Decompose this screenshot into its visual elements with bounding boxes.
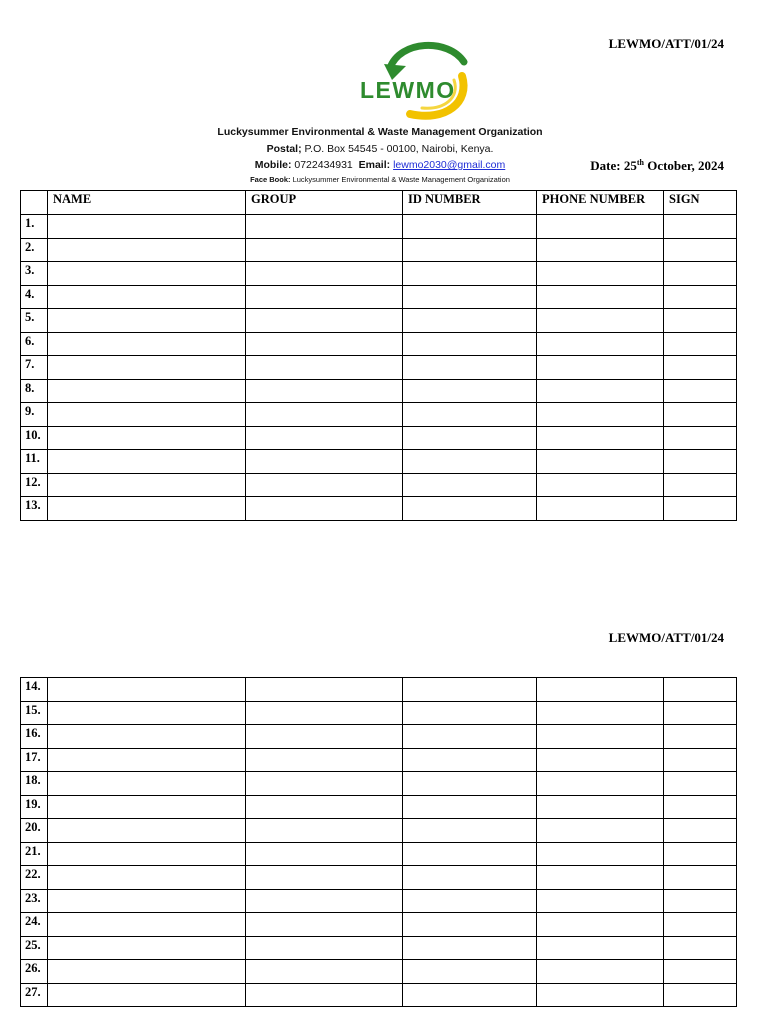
phone-number-cell[interactable] [537, 285, 664, 309]
table-row [21, 497, 737, 521]
sign-cell[interactable] [664, 983, 737, 1007]
name-cell[interactable] [48, 309, 246, 333]
phone-number-cell[interactable] [537, 983, 664, 1007]
table-row [21, 960, 737, 984]
date-day: Date: 25 [590, 158, 637, 173]
table-row [21, 309, 737, 333]
group-cell[interactable] [246, 772, 403, 796]
sign-cell[interactable] [664, 819, 737, 843]
row-number: 3. [21, 262, 48, 286]
phone-number-cell[interactable] [537, 332, 664, 356]
name-cell[interactable] [48, 866, 246, 890]
table-row [21, 842, 737, 866]
col-header-id-number: ID NUMBER [403, 191, 537, 215]
id-number-cell[interactable] [403, 262, 537, 286]
name-cell[interactable] [48, 497, 246, 521]
sign-cell[interactable] [664, 473, 737, 497]
group-cell[interactable] [246, 497, 403, 521]
phone-number-cell[interactable] [537, 772, 664, 796]
table-row [21, 725, 737, 749]
phone-number-cell[interactable] [537, 913, 664, 937]
phone-number-cell[interactable] [537, 426, 664, 450]
id-number-cell[interactable] [403, 960, 537, 984]
id-number-cell[interactable] [403, 497, 537, 521]
name-cell[interactable] [48, 678, 246, 702]
row-number: 13. [21, 497, 48, 521]
table-row [21, 473, 737, 497]
row-number: 27. [21, 983, 48, 1007]
table-row [21, 772, 737, 796]
row-number: 4. [21, 285, 48, 309]
attendance-table-page-2 [20, 677, 737, 1007]
sign-cell[interactable] [664, 426, 737, 450]
group-cell[interactable] [246, 819, 403, 843]
reference-code: LEWMO/ATT/01/24 [608, 36, 724, 51]
row-number: 5. [21, 309, 48, 333]
row-number: 6. [21, 332, 48, 356]
sign-cell[interactable] [664, 356, 737, 380]
row-number: 2. [21, 238, 48, 262]
facebook-label: Face Book: [250, 175, 291, 184]
id-number-cell[interactable] [403, 356, 537, 380]
name-cell[interactable] [48, 842, 246, 866]
org-name: Luckysummer Environmental & Waste Management Organization [217, 126, 543, 138]
phone-number-cell[interactable] [537, 795, 664, 819]
name-cell[interactable] [48, 795, 246, 819]
org-facebook [180, 175, 580, 184]
id-number-cell[interactable] [403, 936, 537, 960]
table-row [21, 795, 737, 819]
mobile-value: 0722434931 [294, 159, 353, 171]
table-row [21, 215, 737, 239]
attendance-table-page-1 [20, 190, 737, 521]
id-number-cell[interactable] [403, 215, 537, 239]
group-cell[interactable] [246, 725, 403, 749]
phone-number-cell[interactable] [537, 842, 664, 866]
sign-cell[interactable] [664, 497, 737, 521]
group-cell[interactable] [246, 403, 403, 427]
table-row [21, 748, 737, 772]
phone-number-cell[interactable] [537, 309, 664, 333]
email-label: Email: [358, 159, 391, 171]
id-number-cell[interactable] [403, 866, 537, 890]
id-number-cell[interactable] [403, 473, 537, 497]
phone-number-cell[interactable] [537, 497, 664, 521]
row-number: 11. [21, 450, 48, 474]
group-cell[interactable] [246, 426, 403, 450]
sign-cell[interactable] [664, 332, 737, 356]
id-number-cell[interactable] [403, 819, 537, 843]
row-number: 23. [21, 889, 48, 913]
group-cell[interactable] [246, 889, 403, 913]
id-number-cell[interactable] [403, 725, 537, 749]
postal-value: P.O. Box 54545 - 00100, Nairobi, Kenya. [304, 143, 494, 155]
sign-cell[interactable] [664, 403, 737, 427]
sign-cell[interactable] [664, 889, 737, 913]
name-cell[interactable] [48, 426, 246, 450]
sign-cell[interactable] [664, 913, 737, 937]
table-row [21, 426, 737, 450]
table-row [21, 238, 737, 262]
table-row [21, 983, 737, 1007]
table-row [21, 262, 737, 286]
id-number-cell[interactable] [403, 450, 537, 474]
phone-number-cell[interactable] [537, 473, 664, 497]
row-number: 17. [21, 748, 48, 772]
phone-number-cell[interactable] [537, 960, 664, 984]
group-cell[interactable] [246, 983, 403, 1007]
group-cell[interactable] [246, 238, 403, 262]
row-number: 14. [21, 678, 48, 702]
sign-cell[interactable] [664, 866, 737, 890]
group-cell[interactable] [246, 936, 403, 960]
name-cell[interactable] [48, 332, 246, 356]
id-number-cell[interactable] [403, 403, 537, 427]
table-row [21, 701, 737, 725]
row-number: 16. [21, 725, 48, 749]
id-number-cell[interactable] [403, 795, 537, 819]
sign-cell[interactable] [664, 379, 737, 403]
lewmo-logo [350, 36, 480, 122]
name-cell[interactable] [48, 725, 246, 749]
row-number: 8. [21, 379, 48, 403]
phone-number-cell[interactable] [537, 356, 664, 380]
phone-number-cell[interactable] [537, 215, 664, 239]
name-cell[interactable] [48, 983, 246, 1007]
sign-cell[interactable] [664, 215, 737, 239]
date-month-year: October, 2024 [643, 158, 724, 173]
row-number: 12. [21, 473, 48, 497]
group-cell[interactable] [246, 473, 403, 497]
group-cell[interactable] [246, 701, 403, 725]
group-cell[interactable] [246, 960, 403, 984]
sign-cell[interactable] [664, 795, 737, 819]
row-number: 7. [21, 356, 48, 380]
id-number-cell[interactable] [403, 678, 537, 702]
group-cell[interactable] [246, 748, 403, 772]
row-number: 1. [21, 215, 48, 239]
sign-cell[interactable] [664, 262, 737, 286]
name-cell[interactable] [48, 772, 246, 796]
table-row [21, 866, 737, 890]
col-header-phone-number: PHONE NUMBER [537, 191, 664, 215]
group-cell[interactable] [246, 309, 403, 333]
phone-number-cell[interactable] [537, 701, 664, 725]
facebook-value: Luckysummer Environmental & Waste Management Organization [292, 175, 510, 184]
sign-cell[interactable] [664, 772, 737, 796]
row-number: 21. [21, 842, 48, 866]
phone-number-cell[interactable] [537, 238, 664, 262]
table-header-row [21, 191, 737, 215]
id-number-cell[interactable] [403, 701, 537, 725]
sign-cell[interactable] [664, 285, 737, 309]
table-row [21, 403, 737, 427]
table-row [21, 285, 737, 309]
postal-label: Postal; [266, 143, 302, 155]
col-header-sign: SIGN [664, 191, 737, 215]
id-number-cell[interactable] [403, 772, 537, 796]
name-cell[interactable] [48, 701, 246, 725]
row-number: 15. [21, 701, 48, 725]
name-cell[interactable] [48, 356, 246, 380]
name-cell[interactable] [48, 913, 246, 937]
name-cell[interactable] [48, 748, 246, 772]
name-cell[interactable] [48, 819, 246, 843]
mobile-label: Mobile: [254, 159, 292, 171]
phone-number-cell[interactable] [537, 403, 664, 427]
row-number: 26. [21, 960, 48, 984]
col-header-name: NAME [48, 191, 246, 215]
id-number-cell[interactable] [403, 379, 537, 403]
row-number: 10. [21, 426, 48, 450]
group-cell[interactable] [246, 842, 403, 866]
id-number-cell[interactable] [403, 332, 537, 356]
group-cell[interactable] [246, 262, 403, 286]
row-number: 18. [21, 772, 48, 796]
row-number: 24. [21, 913, 48, 937]
name-cell[interactable] [48, 960, 246, 984]
logo-text: LEWMO [360, 77, 456, 103]
id-number-cell[interactable] [403, 842, 537, 866]
col-header-number [21, 191, 48, 215]
name-cell[interactable] [48, 889, 246, 913]
sign-cell[interactable] [664, 960, 737, 984]
table-row [21, 819, 737, 843]
name-cell[interactable] [48, 473, 246, 497]
phone-number-cell[interactable] [537, 819, 664, 843]
id-number-cell[interactable] [403, 889, 537, 913]
id-number-cell[interactable] [403, 913, 537, 937]
table-row [21, 379, 737, 403]
sign-cell[interactable] [664, 725, 737, 749]
table-row [21, 356, 737, 380]
sign-cell[interactable] [664, 701, 737, 725]
phone-number-cell[interactable] [537, 889, 664, 913]
name-cell[interactable] [48, 262, 246, 286]
name-cell[interactable] [48, 936, 246, 960]
sign-cell[interactable] [664, 748, 737, 772]
org-contact [180, 159, 580, 171]
col-header-group: GROUP [246, 191, 403, 215]
name-cell[interactable] [48, 285, 246, 309]
group-cell[interactable] [246, 356, 403, 380]
row-number: 20. [21, 819, 48, 843]
row-number: 19. [21, 795, 48, 819]
group-cell[interactable] [246, 866, 403, 890]
row-number: 25. [21, 936, 48, 960]
group-cell[interactable] [246, 285, 403, 309]
name-cell[interactable] [48, 450, 246, 474]
table-row [21, 913, 737, 937]
name-cell[interactable] [48, 379, 246, 403]
group-cell[interactable] [246, 795, 403, 819]
table-row [21, 332, 737, 356]
phone-number-cell[interactable] [537, 936, 664, 960]
table-row [21, 450, 737, 474]
group-cell[interactable] [246, 215, 403, 239]
id-number-cell[interactable] [403, 983, 537, 1007]
reference-code-page-2: LEWMO/ATT/01/24 [608, 630, 724, 645]
phone-number-cell[interactable] [537, 678, 664, 702]
name-cell[interactable] [48, 215, 246, 239]
table-row [21, 936, 737, 960]
name-cell[interactable] [48, 403, 246, 427]
sign-cell[interactable] [664, 678, 737, 702]
sign-cell[interactable] [664, 936, 737, 960]
id-number-cell[interactable] [403, 285, 537, 309]
phone-number-cell[interactable] [537, 725, 664, 749]
id-number-cell[interactable] [403, 426, 537, 450]
org-postal [180, 143, 580, 155]
sign-cell[interactable] [664, 309, 737, 333]
phone-number-cell[interactable] [537, 866, 664, 890]
sign-cell[interactable] [664, 238, 737, 262]
name-cell[interactable] [48, 238, 246, 262]
group-cell[interactable] [246, 913, 403, 937]
phone-number-cell[interactable] [537, 379, 664, 403]
email-link[interactable]: lewmo2030@gmail.com [393, 159, 506, 171]
date [590, 158, 724, 174]
date-ordinal: th [636, 158, 644, 167]
table-row [21, 889, 737, 913]
row-number: 9. [21, 403, 48, 427]
group-cell[interactable] [246, 450, 403, 474]
group-cell[interactable] [246, 379, 403, 403]
sign-cell[interactable] [664, 842, 737, 866]
table-row [21, 678, 737, 702]
row-number: 22. [21, 866, 48, 890]
phone-number-cell[interactable] [537, 748, 664, 772]
phone-number-cell[interactable] [537, 450, 664, 474]
id-number-cell[interactable] [403, 309, 537, 333]
id-number-cell[interactable] [403, 748, 537, 772]
group-cell[interactable] [246, 678, 403, 702]
group-cell[interactable] [246, 332, 403, 356]
id-number-cell[interactable] [403, 238, 537, 262]
phone-number-cell[interactable] [537, 262, 664, 286]
sign-cell[interactable] [664, 450, 737, 474]
